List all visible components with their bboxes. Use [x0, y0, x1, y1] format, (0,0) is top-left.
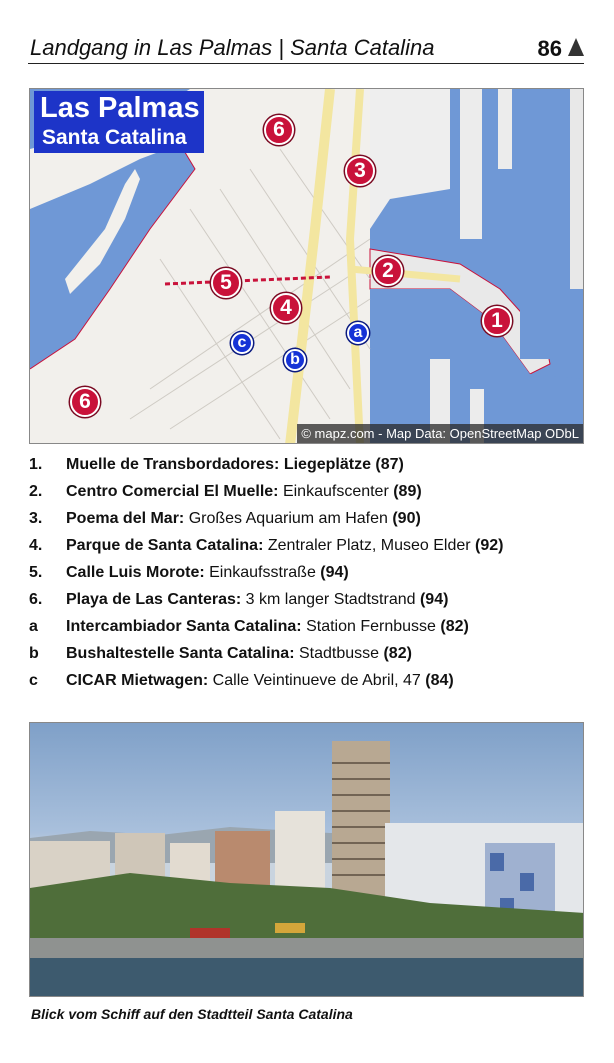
map-credit: © mapz.com - Map Data: OpenStreetMap ODbL — [297, 424, 583, 443]
legend-name: Centro Comercial El Muelle: — [66, 483, 279, 500]
legend-page: (94) — [315, 564, 349, 581]
legend-key: 5. — [29, 564, 43, 581]
legend-page: (94) — [415, 591, 449, 608]
legend-item — [29, 535, 589, 562]
legend-name: Poema del Mar: — [66, 510, 185, 527]
legend-item — [29, 562, 589, 589]
legend-desc: Großes Aquarium am Hafen — [184, 510, 388, 527]
legend-name: Intercambiador Santa Catalina: — [66, 618, 302, 635]
map-marker-6-south[interactable]: 6 — [70, 387, 100, 417]
legend-name: Playa de Las Canteras: — [66, 591, 242, 608]
triangle-up-icon — [568, 38, 584, 56]
legend-desc: Station Fernbusse — [301, 618, 436, 635]
map-marker-5[interactable]: 5 — [211, 268, 241, 298]
legend-desc: Calle Veintinueve de Abril, 47 — [208, 672, 421, 689]
map-subtitle: Santa Catalina — [42, 126, 187, 149]
legend-key: 6. — [29, 591, 43, 608]
legend-page: (90) — [387, 510, 421, 527]
legend-name: Parque de Santa Catalina: — [66, 537, 264, 554]
legend-item — [29, 589, 589, 616]
legend-page: (89) — [388, 483, 422, 500]
legend-page: (82) — [435, 618, 469, 635]
map-marker-1[interactable]: 1 — [482, 306, 512, 336]
map-marker-6-north[interactable]: 6 — [264, 115, 294, 145]
legend-key: 3. — [29, 510, 43, 527]
legend-key: b — [29, 645, 39, 662]
legend-key: 2. — [29, 483, 43, 500]
legend-key: c — [29, 672, 38, 689]
legend-item — [29, 481, 589, 508]
city-map — [29, 88, 584, 444]
legend-name: Calle Luis Morote: — [66, 564, 205, 581]
page-number: 86 — [537, 36, 562, 61]
map-title-box — [34, 91, 204, 153]
legend-item — [29, 508, 589, 535]
legend-page: (82) — [379, 645, 412, 662]
legend-item — [29, 643, 589, 670]
legend-name: Muelle de Transbordadores: — [66, 456, 280, 473]
map-title: Las Palmas — [40, 92, 200, 124]
chapter-title: Landgang in Las Palmas | Santa Catalina — [30, 35, 435, 60]
legend-desc: 3 km langer Stadtstrand — [241, 591, 416, 608]
legend-desc: Stadtbusse — [294, 645, 380, 662]
map-marker-b[interactable]: b — [284, 349, 306, 371]
city-photo — [29, 722, 584, 997]
map-marker-3[interactable]: 3 — [345, 156, 375, 186]
legend-key: 4. — [29, 537, 43, 554]
legend-item — [29, 670, 589, 697]
legend-key: 1. — [29, 456, 43, 473]
photo-graphic — [30, 723, 584, 997]
legend-key: a — [29, 618, 38, 635]
legend-desc: Zentraler Platz, Museo Elder — [263, 537, 471, 554]
map-legend — [29, 454, 589, 697]
legend-desc: Liegeplätze — [279, 456, 376, 473]
legend-desc: Einkaufsstraße — [204, 564, 316, 581]
legend-item — [29, 454, 589, 481]
map-marker-c[interactable]: c — [231, 332, 253, 354]
legend-item — [29, 616, 589, 643]
legend-name: Bushaltestelle Santa Catalina: — [66, 645, 295, 662]
legend-page: (84) — [420, 672, 454, 689]
legend-desc: Einkaufscenter — [278, 483, 389, 500]
map-marker-4[interactable]: 4 — [271, 293, 301, 323]
legend-page: (87) — [375, 456, 404, 473]
photo-caption: Blick vom Schiff auf den Stadtteil Santa Catalina — [31, 1006, 353, 1022]
legend-page: (92) — [470, 537, 504, 554]
page-header — [28, 30, 584, 64]
legend-name: CICAR Mietwagen: — [66, 672, 209, 689]
map-marker-2[interactable]: 2 — [373, 256, 403, 286]
map-marker-a[interactable]: a — [347, 322, 369, 344]
